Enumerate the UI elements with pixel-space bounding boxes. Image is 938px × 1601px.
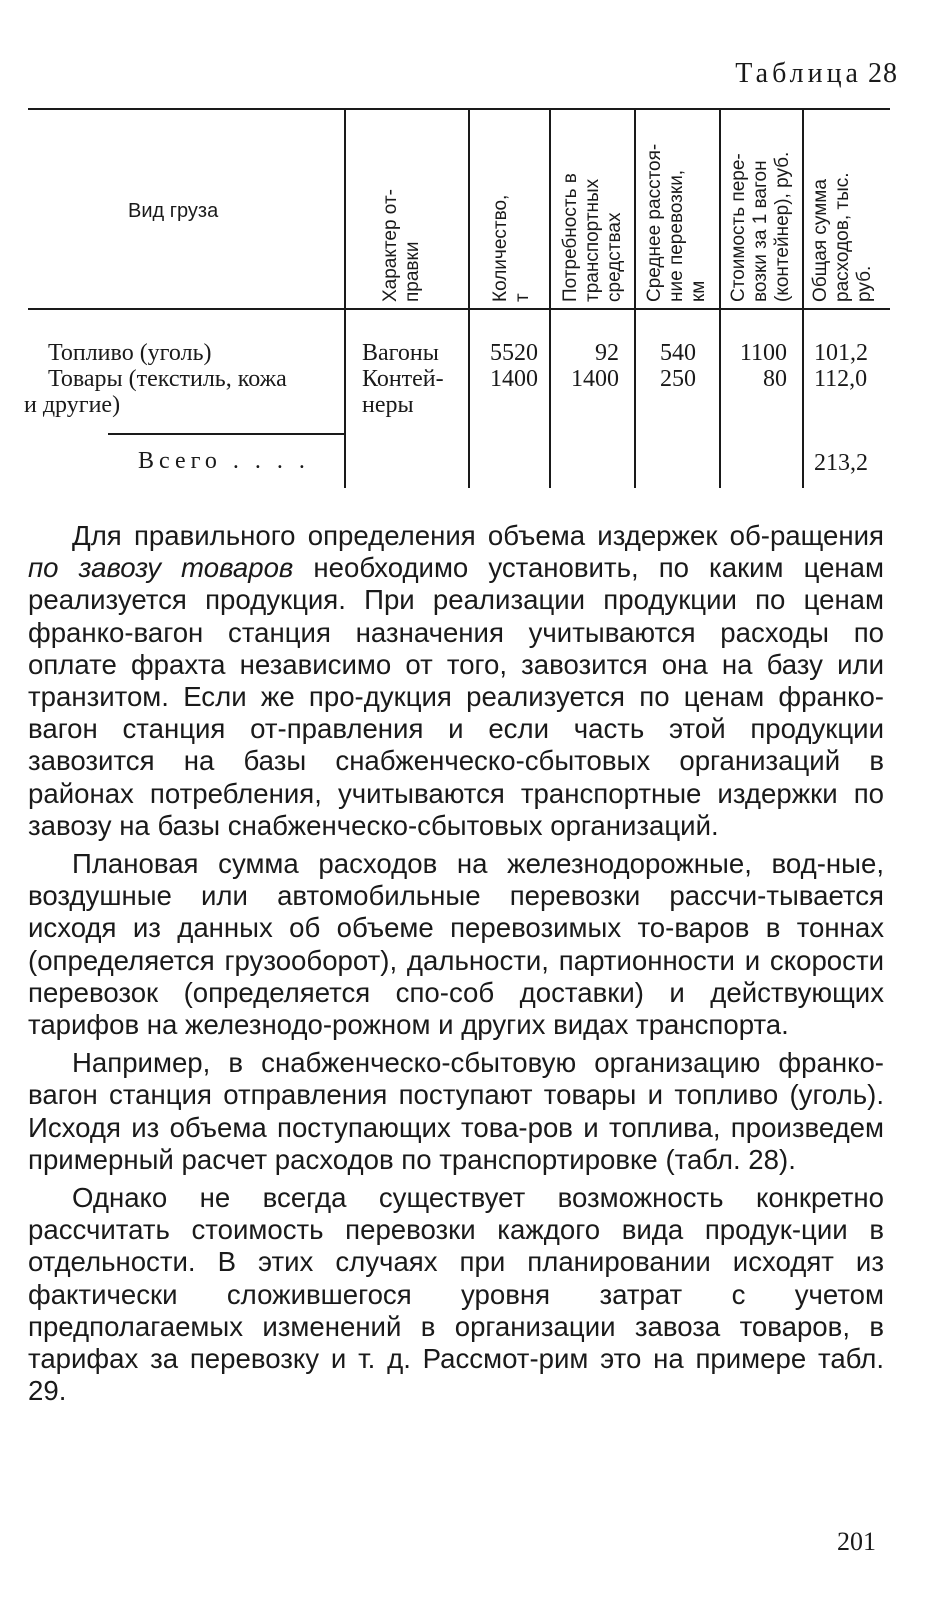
transport-cost-table — [24, 108, 890, 490]
column-divider — [468, 108, 470, 488]
row-goods-quantity: 1400 — [490, 366, 538, 392]
paragraph: Например, в снабженческо-сбытовую организацию франко-вагон станция отправления поступают товары и топливо (уголь). Исходя из объема поступающих това-ров и топлива, произведем примерный расчет расходов по транспортировке (табл. 28). — [28, 1047, 884, 1175]
row-fuel-cargo: Топливо (уголь) — [48, 340, 212, 366]
header-transport-need: Потребность в транспортных средствах — [560, 173, 625, 302]
paragraph-text: Для правильного определения объема издержек об-ращения — [72, 520, 884, 551]
header-shipment-type: Характер от- правки — [380, 189, 423, 302]
row-fuel-shipment: Вагоны — [362, 340, 439, 366]
header-cost-per-wagon: Стоимость пере- возки за 1 вагон (контейнер), руб. — [728, 151, 793, 302]
row-goods-shipment: Контей- неры — [362, 366, 444, 418]
emphasized-text: по завозу товаров — [28, 552, 294, 584]
row-fuel-quantity: 5520 — [490, 340, 538, 366]
header-average-distance: Среднее расстоя- ние перевозки, км — [644, 143, 709, 302]
header-total-cost: Общая сумма расходов, тыс. руб. — [810, 172, 875, 302]
row-goods-need: 1400 — [571, 366, 619, 392]
paragraph — [28, 520, 884, 842]
column-divider — [719, 108, 721, 488]
table-total-rule — [108, 433, 344, 435]
row-goods-cargo: Товары (текстиль, кожа и другие) — [24, 366, 287, 418]
column-divider — [344, 108, 346, 488]
row-goods-distance: 250 — [660, 366, 696, 392]
row-fuel-distance: 540 — [660, 340, 696, 366]
total-row-value: 213,2 — [814, 450, 868, 476]
column-divider — [634, 108, 636, 488]
paragraph: Плановая сумма расходов на железнодорожные, вод-ные, воздушные или автомобильные перевозки рассчи-тывается исходя из данных об объеме перевозимых то-варов в тоннах (определяется грузооборот), дальности, партионности и скорости перевозок (определяется спо-соб доставки) и действующих тарифов на железнодо-рожном и других видах транспорта. — [28, 848, 884, 1041]
row-fuel-need: 92 — [595, 340, 619, 366]
paragraph: Однако не всегда существует возможность конкретно рассчитать стоимость перевозки каждого вида продук-ции в отдельности. В этих случаях при планировании исходят из фактически сложившегося уровня затрат с учетом предполагаемых изменений в организации завоза товаров, в тарифах за перевозку и т. д. Рассмот-рим это на примере табл. 29. — [28, 1182, 884, 1407]
table-caption — [735, 58, 898, 90]
table-caption-word: Таблица — [735, 58, 862, 89]
table-top-rule — [28, 108, 890, 110]
total-row-label: Всего . . . . — [138, 448, 310, 474]
header-cargo-type: Вид груза — [128, 200, 219, 222]
table-header-rule — [28, 308, 890, 310]
paragraph-text: необходимо установить, по каким ценам реализуется продукция. При реализации продукции по ценам франко-вагон станция назначения учитываются расходы по оплате фрахта независимо от того, завозится она на базу или транзитом. Если же про-дукция реализуется по ценам франко-вагон станция от-правления и если часть этой продукции завозится на базы снабженческо-сбытовых организаций в районах потребления, учитываются транспортные издержки по завозу на базы снабженческо-сбытовых организаций. — [28, 552, 884, 841]
row-fuel-cost: 1100 — [739, 340, 787, 366]
row-goods-cost: 80 — [763, 366, 787, 392]
column-divider — [549, 108, 551, 488]
body-text — [28, 520, 884, 1413]
header-quantity: Количество, т — [490, 194, 533, 302]
table-caption-number: 28 — [868, 58, 898, 89]
column-divider — [802, 108, 804, 488]
row-goods-total: 112,0 — [814, 366, 868, 392]
row-fuel-total: 101,2 — [814, 340, 868, 366]
page-number: 201 — [837, 1527, 876, 1556]
